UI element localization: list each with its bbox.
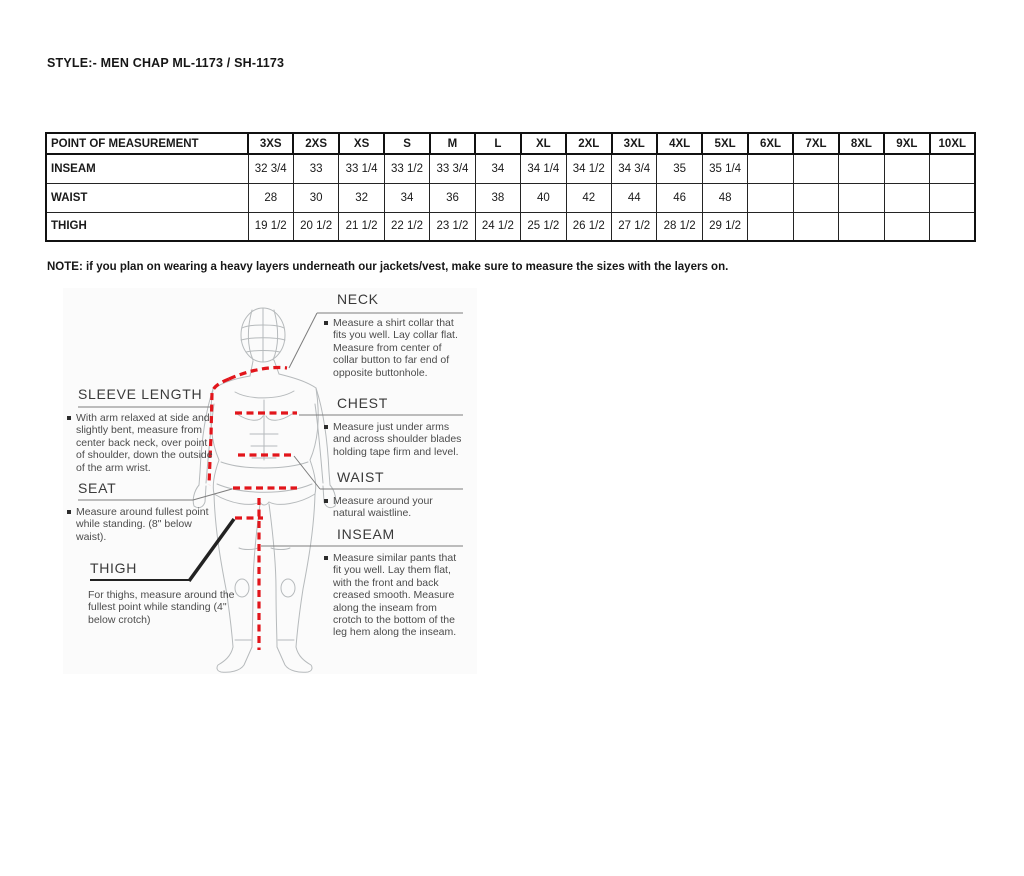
- chest-section: [324, 394, 467, 458]
- measurement-value-cell: 46: [657, 183, 702, 212]
- measurement-value-cell: 34: [384, 183, 429, 212]
- page-title: STYLE:- MEN CHAP ML-1173 / SH-1173: [47, 56, 285, 70]
- size-chart-table: [45, 132, 976, 242]
- size-column-header: 6XL: [748, 133, 793, 154]
- measurement-row-label: WAIST: [46, 183, 248, 212]
- size-column-header: XS: [339, 133, 384, 154]
- measurement-value-cell: 20 1/2: [293, 212, 338, 241]
- measurement-row-label: INSEAM: [46, 154, 248, 183]
- measurement-value-cell: [884, 212, 929, 241]
- sleeve-length-description: With arm relaxed at side and slightly bent, measure from center back neck, over point of shoulder, down the outside of the arm wrist.: [76, 412, 213, 474]
- size-column-header: 3XS: [248, 133, 293, 154]
- measurement-value-cell: 28 1/2: [657, 212, 702, 241]
- measurement-value-cell: [748, 212, 793, 241]
- bullet-icon: [324, 425, 328, 429]
- measurement-value-cell: [839, 154, 884, 183]
- table-row: [46, 183, 975, 212]
- neck-section: [324, 290, 467, 379]
- measurement-value-cell: 23 1/2: [430, 212, 475, 241]
- measurement-value-cell: 24 1/2: [475, 212, 520, 241]
- point-of-measurement-header: POINT OF MEASUREMENT: [46, 133, 248, 154]
- note-text: NOTE: if you plan on wearing a heavy layers underneath our jackets/vest, make sure to measure the sizes with the layers on.: [47, 261, 729, 273]
- waist-title: WAIST: [337, 469, 385, 485]
- measurement-value-cell: 32 3/4: [248, 154, 293, 183]
- inseam-description: Measure similar pants that fit you well. Lay them flat, with the front and back creased smooth. Measure along the inseam from crotch to the bottom of the leg hem along the inseam.: [333, 552, 457, 639]
- measurement-row-label: THIGH: [46, 212, 248, 241]
- measurement-value-cell: 40: [521, 183, 566, 212]
- size-column-header: 2XL: [566, 133, 611, 154]
- size-column-header: 4XL: [657, 133, 702, 154]
- measurement-value-cell: 32: [339, 183, 384, 212]
- size-column-header: 9XL: [884, 133, 929, 154]
- waist-description: Measure around your natural waistline.: [333, 495, 433, 520]
- measurement-value-cell: 22 1/2: [384, 212, 429, 241]
- measurement-value-cell: [839, 212, 884, 241]
- neck-description: Measure a shirt collar that fits you well. Lay collar flat. Measure from center of collar button to far end of opposite buttonhole.: [333, 317, 458, 379]
- measurement-value-cell: [793, 154, 838, 183]
- size-column-header: S: [384, 133, 429, 154]
- seat-description: Measure around fullest point while standing. (8" below waist).: [76, 506, 209, 543]
- inseam-section: [324, 525, 467, 639]
- size-chart-table-wrap: [45, 132, 976, 242]
- seat-title: SEAT: [78, 480, 117, 496]
- thigh-title: THIGH: [90, 560, 138, 576]
- measurement-value-cell: [930, 212, 975, 241]
- measurement-value-cell: [793, 212, 838, 241]
- measurement-value-cell: [793, 183, 838, 212]
- measurement-value-cell: 28: [248, 183, 293, 212]
- chest-description: Measure just under arms and across shoulder blades holding tape firm and level.: [333, 421, 462, 458]
- measurement-value-cell: 34: [475, 154, 520, 183]
- waist-section: [324, 468, 467, 520]
- size-column-header: 8XL: [839, 133, 884, 154]
- measurement-value-cell: 33 1/4: [339, 154, 384, 183]
- thigh-section: [88, 559, 240, 626]
- measurement-value-cell: 35 1/4: [702, 154, 747, 183]
- size-column-header: XL: [521, 133, 566, 154]
- measurement-value-cell: [839, 183, 884, 212]
- measurement-value-cell: 38: [475, 183, 520, 212]
- measurement-value-cell: [748, 154, 793, 183]
- neck-leader-line: [289, 313, 317, 368]
- size-column-header: 5XL: [702, 133, 747, 154]
- measurement-value-cell: 26 1/2: [566, 212, 611, 241]
- chest-title: CHEST: [337, 395, 388, 411]
- measurement-value-cell: 34 1/4: [521, 154, 566, 183]
- size-column-header: 7XL: [793, 133, 838, 154]
- measurement-value-cell: 33 3/4: [430, 154, 475, 183]
- neck-title: NECK: [337, 291, 379, 307]
- measurement-value-cell: 33: [293, 154, 338, 183]
- measurement-value-cell: 21 1/2: [339, 212, 384, 241]
- measurement-value-cell: [930, 154, 975, 183]
- size-column-header: 2XS: [293, 133, 338, 154]
- measurement-value-cell: 30: [293, 183, 338, 212]
- measurement-value-cell: [884, 154, 929, 183]
- measurement-value-cell: 34 3/4: [612, 154, 657, 183]
- sleeve-length-section: [67, 385, 217, 474]
- bullet-icon: [324, 556, 328, 560]
- size-column-header: M: [430, 133, 475, 154]
- waist-leader-line: [294, 456, 320, 489]
- measurement-value-cell: [884, 183, 929, 212]
- measurement-value-cell: [748, 183, 793, 212]
- measurement-value-cell: 29 1/2: [702, 212, 747, 241]
- measurement-value-cell: 44: [612, 183, 657, 212]
- bullet-icon: [67, 510, 71, 514]
- bullet-icon: [324, 321, 328, 325]
- measurement-value-cell: 36: [430, 183, 475, 212]
- measurement-value-cell: 48: [702, 183, 747, 212]
- table-row: [46, 154, 975, 183]
- seat-section: [67, 479, 217, 543]
- size-column-header: 10XL: [930, 133, 975, 154]
- measurement-value-cell: 25 1/2: [521, 212, 566, 241]
- measurement-value-cell: 33 1/2: [384, 154, 429, 183]
- measurement-value-cell: 42: [566, 183, 611, 212]
- measurement-value-cell: 35: [657, 154, 702, 183]
- sleeve-length-title: SLEEVE LENGTH: [78, 386, 203, 402]
- thigh-description: For thighs, measure around the fullest point while standing (4" below crotch): [88, 589, 235, 626]
- inseam-title: INSEAM: [337, 526, 395, 542]
- measurement-value-cell: 34 1/2: [566, 154, 611, 183]
- bullet-icon: [67, 416, 71, 420]
- size-table-header-row: [46, 133, 975, 154]
- measurement-value-cell: [930, 183, 975, 212]
- size-column-header: L: [475, 133, 520, 154]
- size-column-header: 3XL: [612, 133, 657, 154]
- measurement-value-cell: 19 1/2: [248, 212, 293, 241]
- table-row: [46, 212, 975, 241]
- bullet-icon: [324, 499, 328, 503]
- measurement-diagram: [63, 288, 477, 674]
- measurement-value-cell: 27 1/2: [612, 212, 657, 241]
